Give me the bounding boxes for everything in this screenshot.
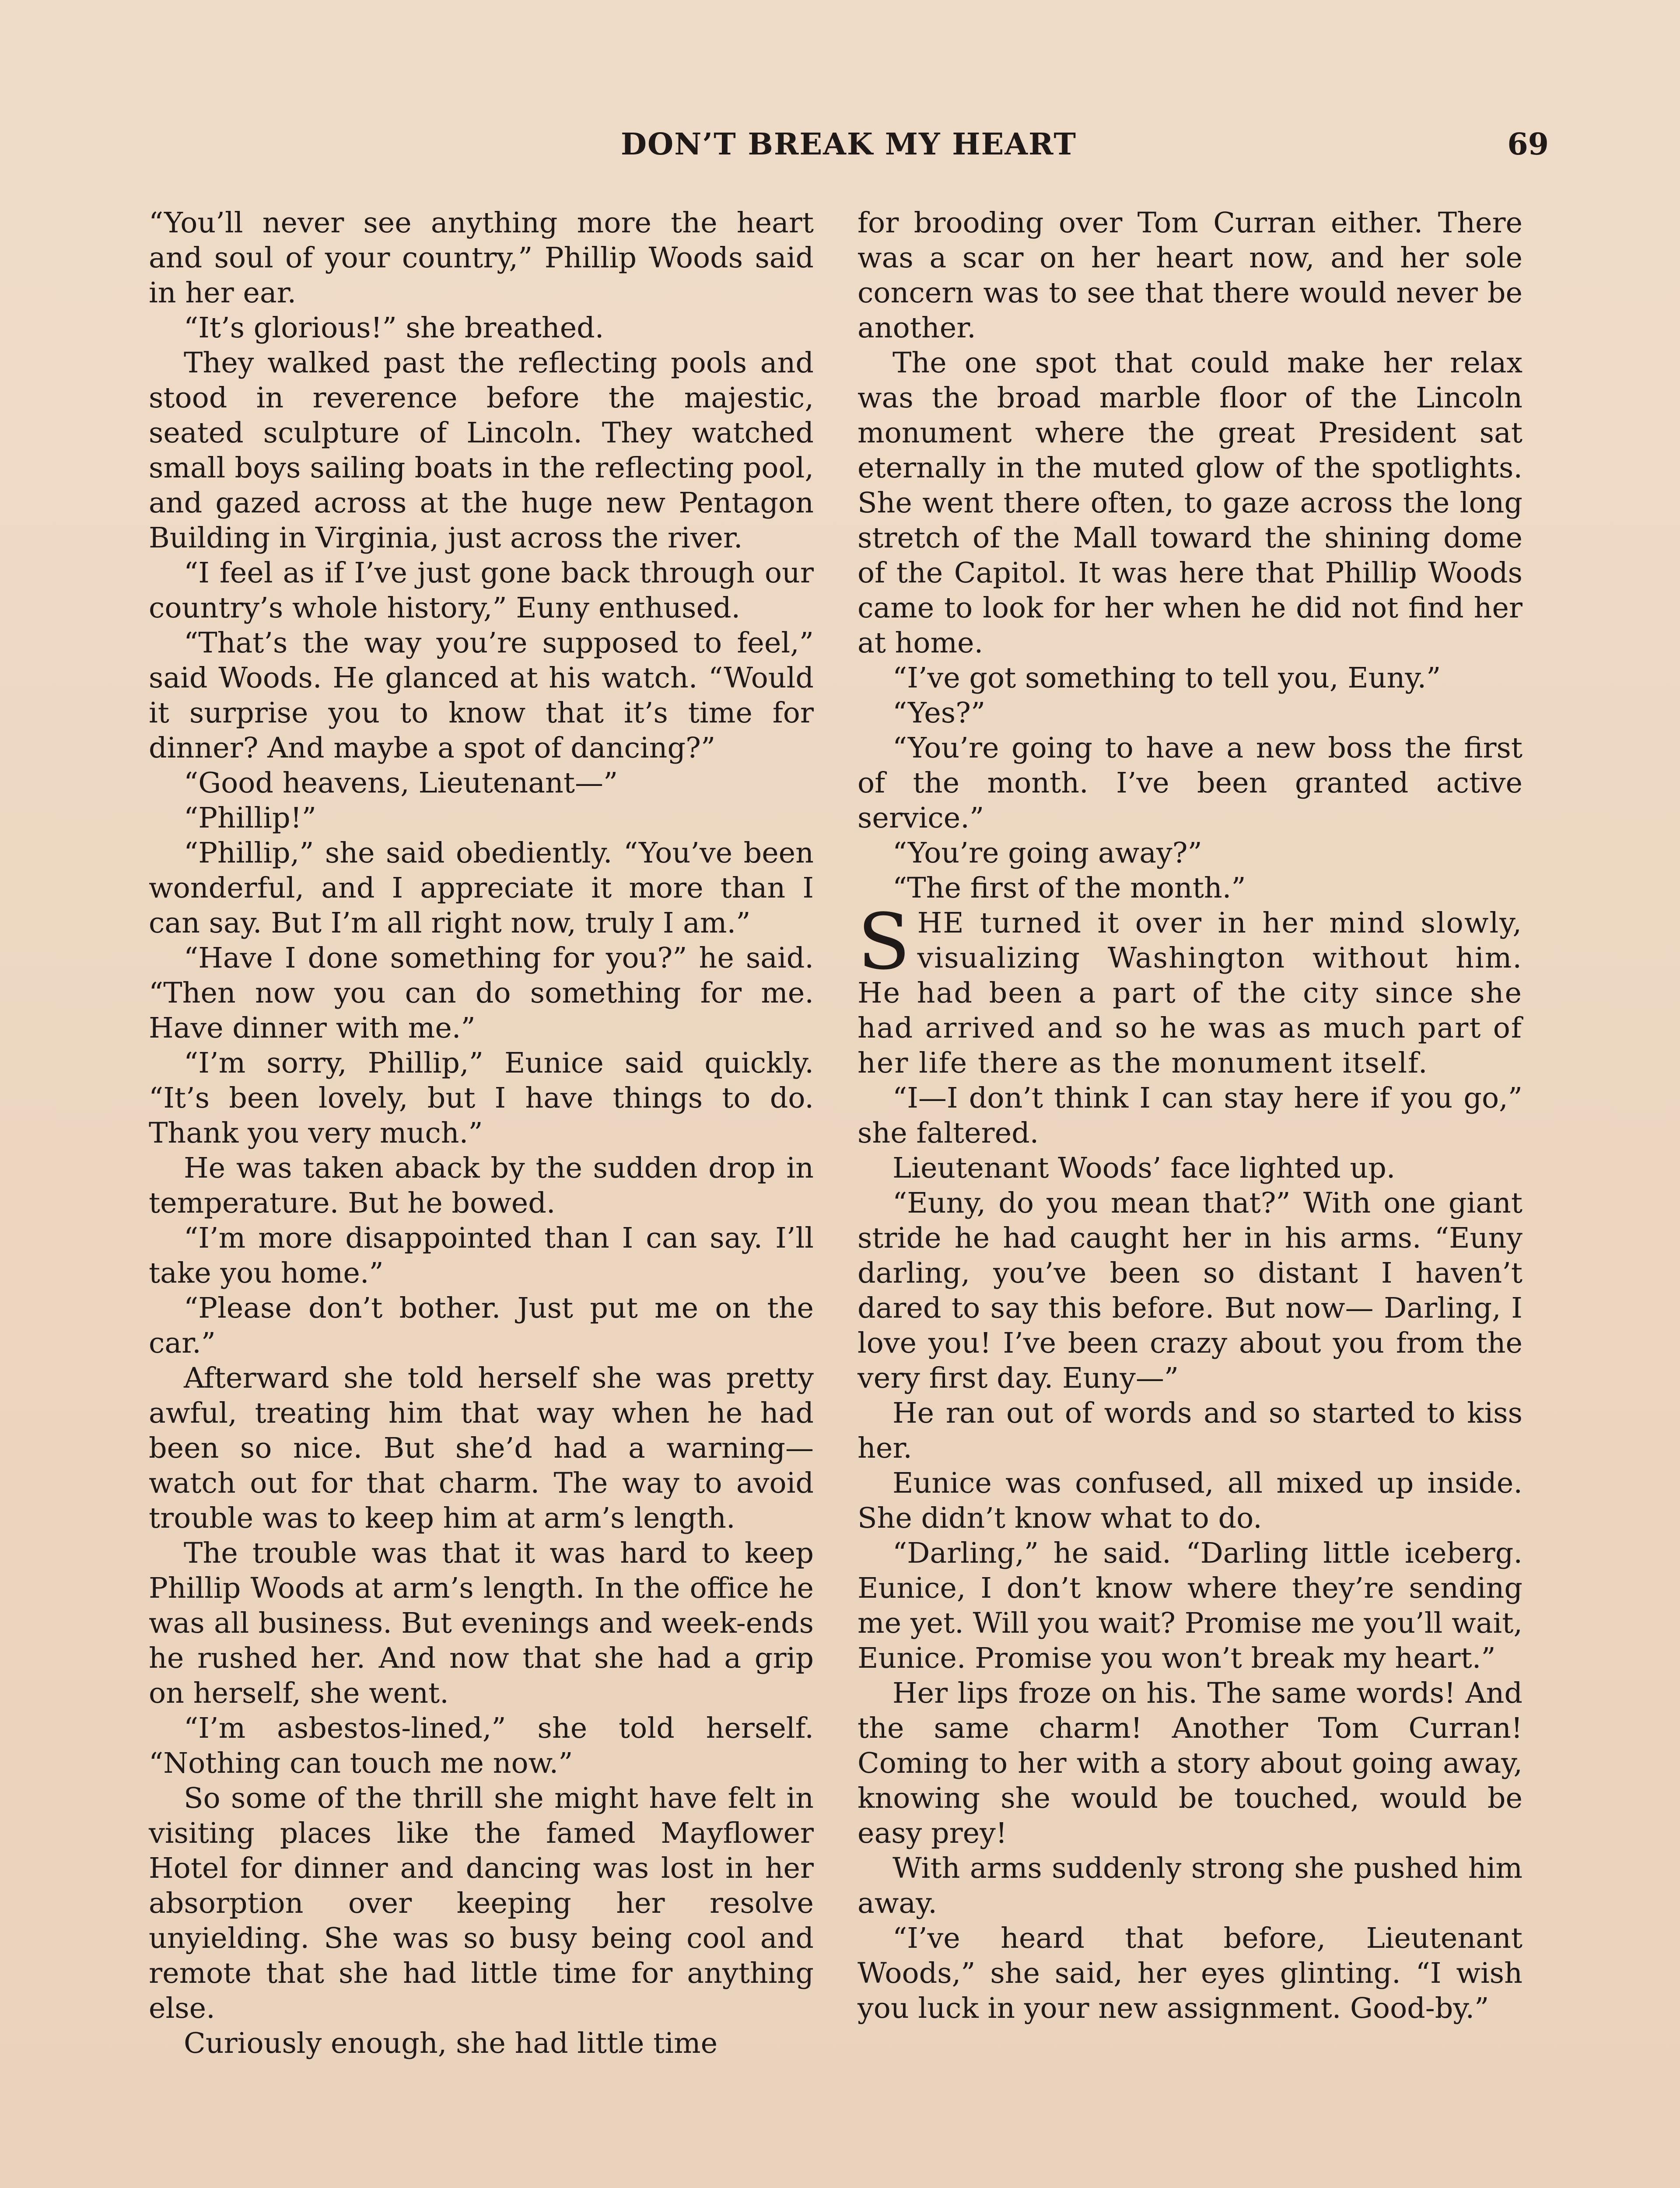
paragraph: Lieutenant Woods’ face lighted up. [892, 1152, 1396, 1185]
paragraph: With arms suddenly strong she pushed him away. [858, 1852, 1522, 1920]
right-column [858, 206, 1522, 2026]
paragraph: “Please don’t bother. Just put me on the car.” [149, 1292, 814, 1360]
paragraph: “Phillip!” [184, 802, 316, 835]
left-column [149, 206, 814, 2061]
paragraph: So some of the thrill she might have felt in visiting places like the famed Mayflower Hotel for dinner and dancing was lost in her absorption over keeping her resolve unyielding. She was so busy being cool and remote that she had little time for anything else. [149, 1782, 814, 2025]
paragraph: “It’s glorious!” she breathed. [184, 312, 604, 344]
paragraph: “Darling,” he said. “Darling little iceberg. Eunice, I don’t know where they’re sending me yet. Will you wait? Promise me you’ll wait, Eunice. Promise you won’t break my heart.” [858, 1537, 1522, 1675]
paragraph: The trouble was that it was hard to keep Phillip Woods at arm’s length. In the office he was all business. But evenings and week-ends he rushed her. And now that she had a grip on herself, she went. [149, 1537, 814, 1710]
paragraph: “I’ve got something to tell you, Euny.” [892, 662, 1441, 694]
paragraph: “Phillip,” she said obediently. “You’ve been wonderful, and I appreciate it more than I can say. But I’m all right now, truly I am.” [149, 837, 814, 940]
paragraph: “Euny, do you mean that?” With one giant stride he had caught her in his arms. “Euny darling, you’ve been so distant I haven’t dared to say this before. But now— Darling, I love you! I’ve been crazy about you from the very first day. Euny—” [858, 1187, 1522, 1395]
paragraph: Her lips froze on his. The same words! And the same charm! Another Tom Curran! Coming to her with a story about going away, knowing she would be touched, would be easy prey! [858, 1677, 1522, 1850]
dropcap-text: HE turned it over in her mind slowly, visualizing Washington without him. He had been a part of the city since she had arrived and so he was as much part of her life there as the monument itself. [858, 907, 1522, 1080]
paragraph: “I’m asbestos-lined,” she told herself. “Nothing can touch me now.” [149, 1712, 814, 1780]
page-header [149, 127, 1549, 175]
dropcap-letter: S [858, 897, 910, 987]
paragraph: “You’re going away?” [892, 837, 1202, 870]
page-number: 69 [1507, 127, 1549, 162]
paragraph: “That’s the way you’re supposed to feel,” said Woods. He glanced at his watch. “Would it surprise you to know that it’s time for dinner? And maybe a spot of dancing?” [149, 627, 814, 764]
paragraph: “The first of the month.” [892, 872, 1246, 905]
dropcap-paragraph [858, 897, 1522, 1081]
paragraph: Curiously enough, she had little time [184, 2027, 718, 2060]
paragraph: “You’re going to have a new boss the first of the month. I’ve been granted active service.” [858, 732, 1522, 835]
paragraph: He ran out of words and so started to kiss her. [858, 1397, 1522, 1465]
paragraph: He was taken aback by the sudden drop in temperature. But he bowed. [149, 1152, 814, 1220]
paragraph: “Yes?” [892, 697, 986, 729]
paragraph: “I’m sorry, Phillip,” Eunice said quickly. “It’s been lovely, but I have things to do. Thank you very much.” [149, 1047, 814, 1150]
paragraph: “Have I done something for you?” he said. “Then now you can do something for me. Have dinner with me.” [149, 942, 814, 1045]
paragraph: “I’m more disappointed than I can say. I’ll take you home.” [149, 1222, 814, 1290]
paragraph: “Good heavens, Lieutenant—” [184, 767, 618, 799]
paragraph: They walked past the reflecting pools and stood in reverence before the majestic, seated sculpture of Lincoln. They watched small boys sailing boats in the reflecting pool, and gazed across at the huge new Pentagon Building in Virginia, just across the river. [149, 347, 814, 554]
paragraph: “I—I don’t think I can stay here if you go,” she faltered. [858, 1082, 1522, 1150]
paragraph: The one spot that could make her relax was the broad marble floor of the Lincoln monument where the great President sat eternally in the muted glow of the spotlights. She went there often, to gaze across the long stretch of the Mall toward the shining dome of the Capitol. It was here that Phillip Woods came to look for her when he did not find her at home. [858, 347, 1522, 659]
paragraph: “I feel as if I’ve just gone back through our country’s whole history,” Euny enthused. [149, 557, 814, 624]
paragraph: Afterward she told herself she was pretty awful, treating him that way when he had been so nice. But she’d had a warning—watch out for that charm. The way to avoid trouble was to keep him at arm’s length. [149, 1362, 814, 1535]
paragraph: “I’ve heard that before, Lieutenant Woods,” she said, her eyes glinting. “I wish you luck in your new assignment. Good-by.” [858, 1922, 1522, 2025]
paragraph: Eunice was confused, all mixed up inside. She didn’t know what to do. [858, 1467, 1522, 1535]
paragraph: “You’ll never see anything more the heart and soul of your country,” Phillip Woods said in her ear. [149, 207, 814, 309]
paragraph: for brooding over Tom Curran either. There was a scar on her heart now, and her sole concern was to see that there would never be another. [858, 207, 1522, 344]
running-title: DON’T BREAK MY HEART [621, 127, 1077, 162]
